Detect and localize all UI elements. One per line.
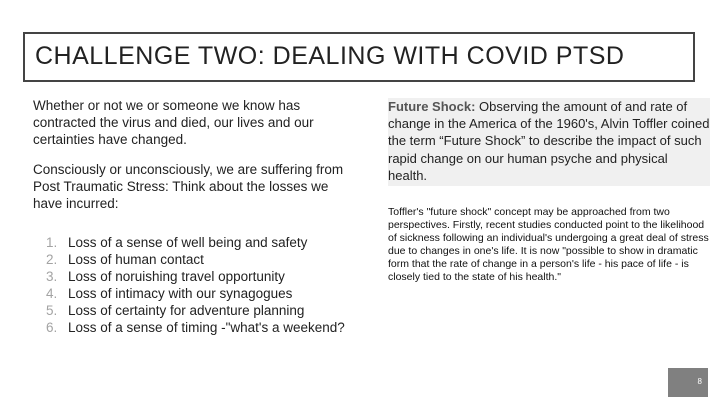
list-number: 6. [46, 320, 58, 335]
list-item [46, 234, 366, 251]
list-item [46, 251, 366, 268]
list-item-text: Loss of a sense of timing -"what's a weekend? [68, 320, 345, 335]
right-column [388, 98, 708, 285]
list-item [46, 302, 366, 319]
list-number: 3. [46, 269, 58, 284]
list-number: 5. [46, 303, 58, 318]
slide-title-box [23, 32, 695, 82]
slide-number: 8 [697, 377, 702, 386]
list-item-text: Loss of certainty for adventure planning [68, 303, 305, 318]
stress-paragraph: Consciously or unconsciously, we are suffering from Post Traumatic Stress: Think about the losses we have incurred: [33, 162, 344, 211]
slide-title: CHALLENGE TWO: DEALING WITH COVID PTSD [35, 42, 625, 70]
list-number: 4. [46, 286, 58, 301]
intro-paragraph: Whether or not we or someone we know has contracted the virus and died, our lives and our certainties have changed. [33, 98, 314, 147]
list-item [46, 285, 366, 302]
list-item [46, 319, 366, 336]
list-item-text: Loss of intimacy with our synagogues [68, 286, 293, 301]
future-shock-text: Observing the amount of and rate of change in the America of the 1960's, Alvin Toffler coined the term “Future Shock” to describe the impact of such rapid change on our human psyche and physical health. [388, 99, 710, 183]
list-item-text: Loss of human contact [68, 252, 204, 267]
list-item-text: Loss of noruishing travel opportunity [68, 269, 285, 284]
losses-list [46, 234, 366, 336]
future-shock-heading: Future Shock: [388, 99, 476, 114]
toffler-paragraph: Toffler's "future shock" concept may be approached from two perspectives. Firstly, recent studies conducted point to the likelihood of sickness following an individual's undergoing a great deal of stress due to changes in one's life. It is now "possible to show in dramatic form that the rate of change in a person's life - his pace of life - is closely tied to the state of his health." [388, 206, 709, 284]
future-shock-box [388, 98, 710, 186]
list-number: 2. [46, 252, 58, 267]
slide-number-badge [668, 368, 708, 397]
list-item [46, 268, 366, 285]
list-number: 1. [46, 235, 58, 250]
list-item-text: Loss of a sense of well being and safety [68, 235, 308, 250]
left-column [33, 97, 353, 335]
